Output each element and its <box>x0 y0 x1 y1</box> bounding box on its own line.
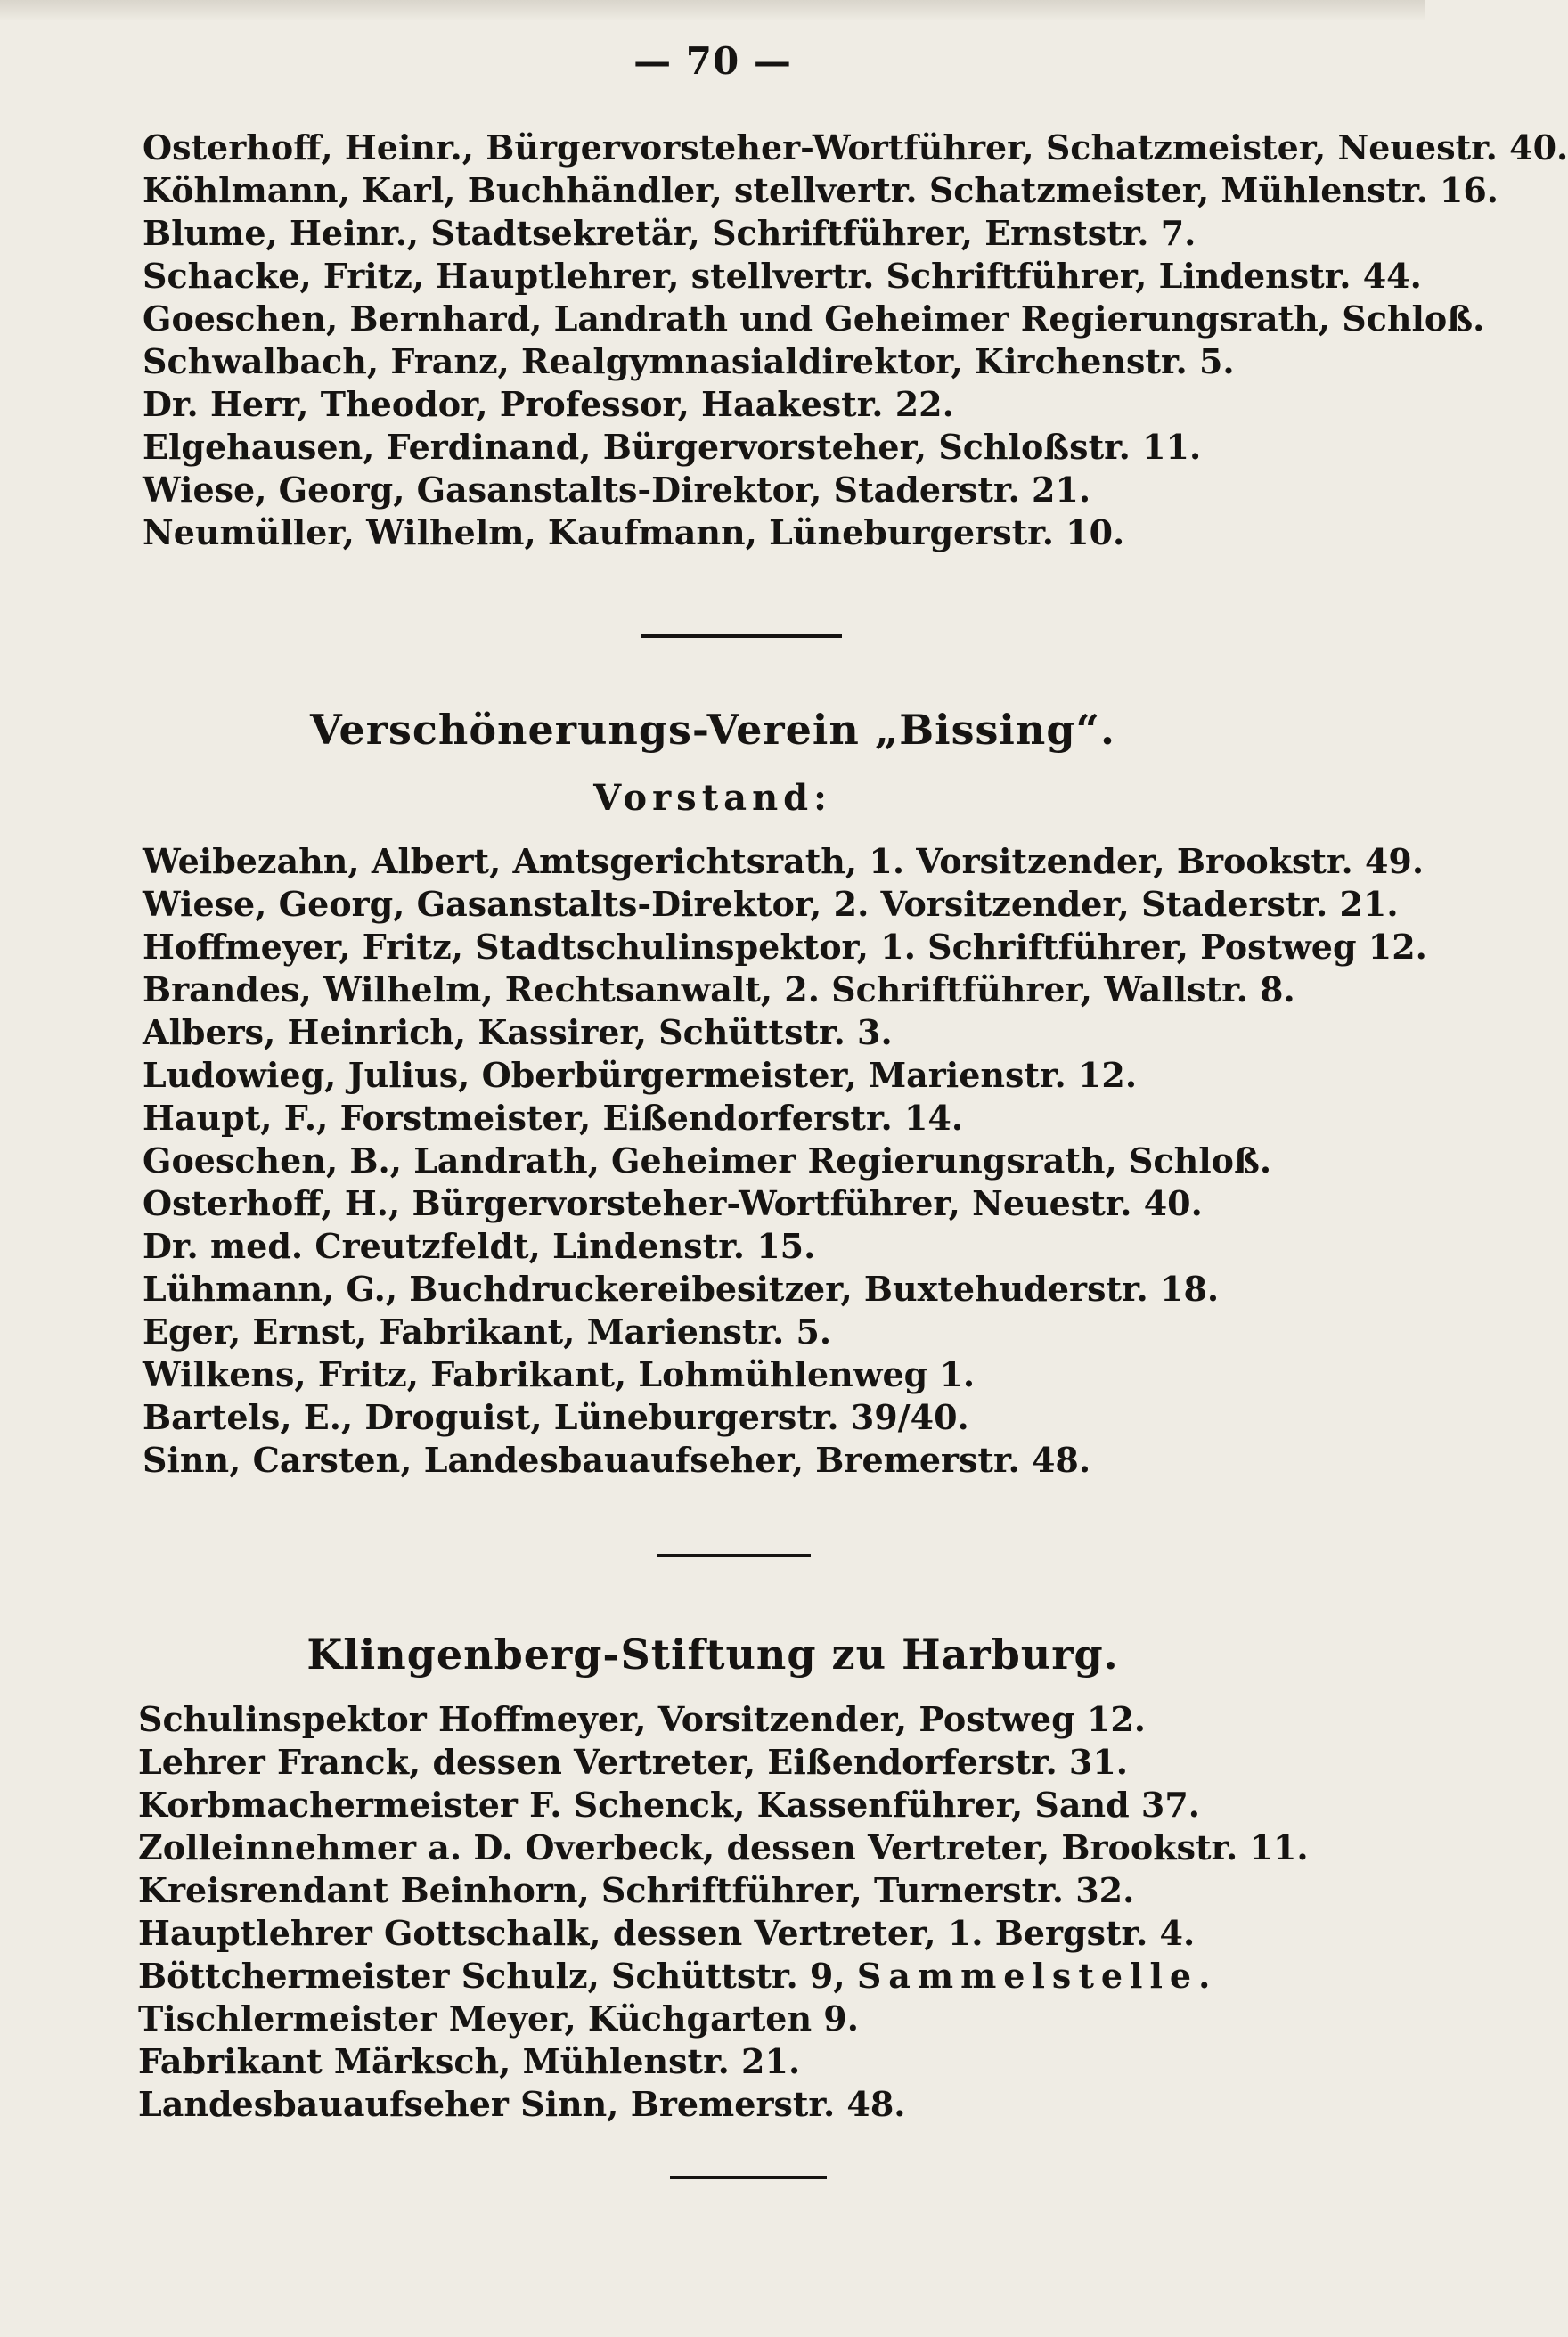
list-item: Weibezahn, Albert, Amtsgerichtsrath, 1. Vorsitzender, Brookstr. 49. <box>143 841 1425 881</box>
section-divider <box>670 2176 827 2179</box>
section-3-title: Klingenberg-Stiftung zu Harburg. <box>306 1630 1119 1679</box>
list-item <box>138 1955 1217 1998</box>
list-item: Osterhoff, Heinr., Bürgervorsteher-Wortführer, Schatzmeister, Neuestr. 40. <box>143 127 1568 168</box>
list-item: Dr. Herr, Theodor, Professor, Haakestr. 22. <box>143 384 954 424</box>
list-item: Elgehausen, Ferdinand, Bürgervorsteher, Schloßstr. 11. <box>143 427 1202 467</box>
page-top-edge <box>0 0 1425 21</box>
sammelstelle-label: Sammelstelle. <box>856 1956 1218 1996</box>
list-item: Ludowieg, Julius, Oberbürgermeister, Marienstr. 12. <box>143 1055 1138 1095</box>
list-item: Haupt, F., Forstmeister, Eißendorferstr. 14. <box>143 1098 964 1138</box>
list-item: Goeschen, B., Landrath, Geheimer Regierungsrath, Schloß. <box>143 1140 1272 1181</box>
section-2-title: Verschönerungs-Verein „Bissing“. <box>310 706 1115 754</box>
list-item: Schulinspektor Hoffmeyer, Vorsitzender, Postweg 12. <box>138 1699 1146 1739</box>
section-2-subtitle: Vorstand: <box>593 777 832 819</box>
page-number: — 70 — <box>633 39 792 83</box>
list-item: Hauptlehrer Gottschalk, dessen Vertreter, 1. Bergstr. 4. <box>138 1913 1196 1953</box>
list-item: Hoffmeyer, Fritz, Stadtschulinspektor, 1. Schriftführer, Postweg 12. <box>143 927 1427 967</box>
list-item: Dr. med. Creutzfeldt, Lindenstr. 15. <box>143 1226 816 1266</box>
list-item: Neumüller, Wilhelm, Kaufmann, Lüneburgerstr. 10. <box>143 512 1125 552</box>
list-item: Goeschen, Bernhard, Landrath und Geheimer Regierungsrath, Schloß. <box>143 298 1485 339</box>
list-item: Wilkens, Fritz, Fabrikant, Lohmühlenweg 1. <box>143 1354 976 1394</box>
section-divider <box>641 634 842 638</box>
list-item: Sinn, Carsten, Landesbauaufseher, Bremerstr. 48. <box>143 1440 1091 1480</box>
list-item: Landesbauaufseher Sinn, Bremerstr. 48. <box>138 2084 906 2124</box>
section-divider <box>657 1554 811 1557</box>
list-item: Schacke, Fritz, Hauptlehrer, stellvertr. Schriftführer, Lindenstr. 44. <box>143 256 1422 296</box>
list-item-text: Böttchermeister Schulz, Schüttstr. 9, <box>138 1956 857 1996</box>
list-item: Kreisrendant Beinhorn, Schriftführer, Turnerstr. 32. <box>138 1870 1135 1910</box>
list-item: Brandes, Wilhelm, Rechtsanwalt, 2. Schriftführer, Wallstr. 8. <box>143 969 1295 1009</box>
list-item: Korbmachermeister F. Schenck, Kassenführer, Sand 37. <box>138 1785 1201 1825</box>
list-item: Blume, Heinr., Stadtsekretär, Schriftführer, Ernststr. 7. <box>143 213 1196 253</box>
list-item: Wiese, Georg, Gasanstalts-Direktor, Staderstr. 21. <box>143 470 1091 510</box>
list-item: Albers, Heinrich, Kassirer, Schüttstr. 3. <box>143 1012 893 1052</box>
list-item: Lehrer Franck, dessen Vertreter, Eißendorferstr. 31. <box>138 1742 1129 1782</box>
list-item: Fabrikant Märksch, Mühlenstr. 21. <box>138 2041 801 2081</box>
list-item: Wiese, Georg, Gasanstalts-Direktor, 2. Vorsitzender, Staderstr. 21. <box>143 884 1399 924</box>
list-item: Schwalbach, Franz, Realgymnasialdirektor, Kirchenstr. 5. <box>143 341 1235 381</box>
list-item: Köhlmann, Karl, Buchhändler, stellvertr. Schatzmeister, Mühlenstr. 16. <box>143 170 1499 210</box>
list-item: Eger, Ernst, Fabrikant, Marienstr. 5. <box>143 1311 832 1352</box>
list-item: Zolleinnehmer a. D. Overbeck, dessen Vertreter, Brookstr. 11. <box>138 1827 1309 1867</box>
list-item: Tischlermeister Meyer, Küchgarten 9. <box>138 1998 859 2039</box>
list-item: Lühmann, G., Buchdruckereibesitzer, Buxtehuderstr. 18. <box>143 1269 1220 1309</box>
list-item: Osterhoff, H., Bürgervorsteher-Wortführer, Neuestr. 40. <box>143 1183 1203 1223</box>
list-item: Bartels, E., Droguist, Lüneburgerstr. 39/40. <box>143 1397 969 1437</box>
